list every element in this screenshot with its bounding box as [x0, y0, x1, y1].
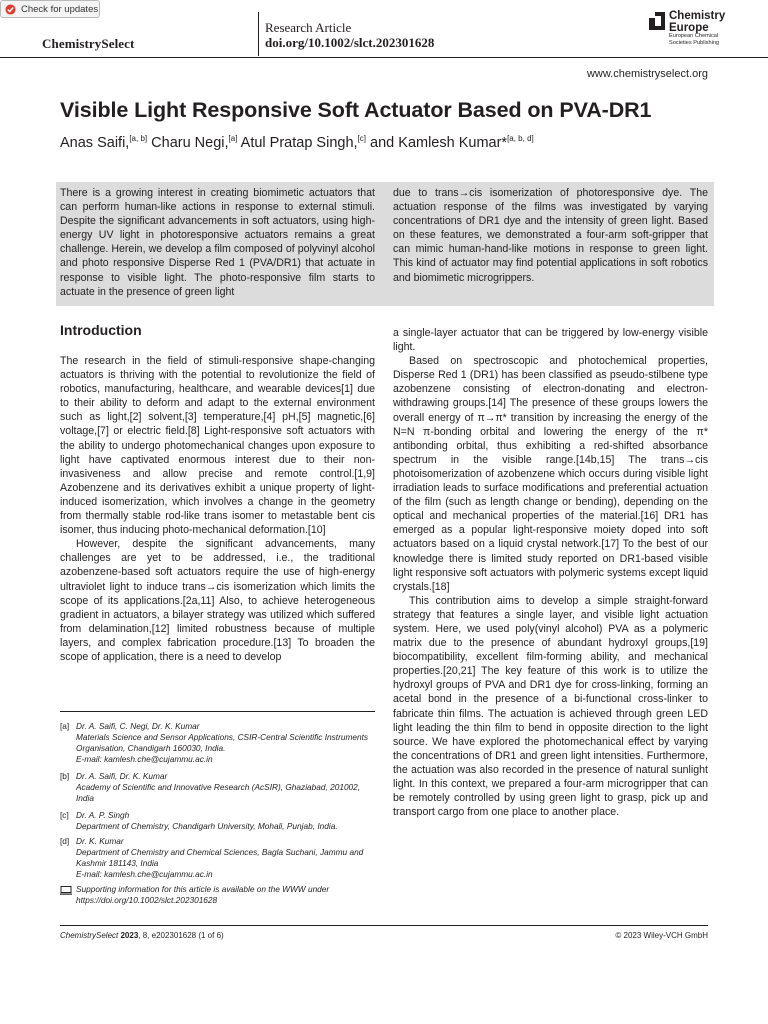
affiliation-footnote	[60, 836, 375, 880]
footnote-line: E-mail: kamlesh.che@cujammu.ac.in	[76, 754, 213, 764]
paragraph: The research in the field of stimuli-responsive shape-changing actuators is thriving with the potential to revolutionize the field of robotics, manufacturing, healthcare, and wearable devices[1] due to their ability to deform and adapt to the external environment such as light,[2] solvent,[3] temperature,[4] pH,[5] magnetic,[6] voltage,[7] or electric field.[8] Light-responsive soft actuators with the ability to undergo photomechanical changes upon exposure to light have captivated enormous interest due to their non-invasiveness and allow precise and remote control.[1,9] Azobenzene and its derivatives exhibit a unique property of light-induced isomerization, which involves a change in the geometry from thermally stable rod-like trans isomer to metastable bent cis isomer, thus inducing photo-mechanical deformation.[10]	[60, 355, 375, 537]
footnote-body	[76, 810, 375, 832]
logo-name-line2: Europe	[669, 22, 709, 34]
doi-link[interactable]: doi.org/10.1002/slct.202301628	[265, 35, 435, 50]
footer-copyright: © 2023 Wiley-VCH GmbH	[615, 931, 708, 940]
affiliation-footnote	[60, 771, 375, 804]
footnote-line: Department of Chemistry, Chandigarh University, Mohali, Punjab, India.	[76, 821, 338, 831]
footnote-tag: [a]	[60, 721, 70, 731]
footnote-tag: [b]	[60, 771, 70, 781]
footnote-line: Dr. K. Kumar	[76, 836, 124, 846]
footnote-line: Dr. A. P. Singh	[76, 810, 130, 820]
author-affiliation: [c]	[357, 134, 367, 144]
article-title: Visible Light Responsive Soft Actuator Based on PVA-DR1	[60, 98, 652, 122]
author-affiliation: [a, b, d]	[507, 134, 534, 144]
paragraph: However, despite the significant advancements, many challenges are yet to be addressed, i.e., the traditional azobenzene-based soft actuators require the use of high-energy ultraviolet light to induce trans→cis isomerization which limits the scope of its applications.[2a,11] Also, to achieve heterogeneous gradient in actuators, a bilayer strategy was utilized which suffered from delamination,[12] limited robustness because of multiple layers, and complex fabrication procedure.[13] To broaden the scope of application, there is a need to develop	[60, 538, 375, 663]
footnote-line: Dr. A. Saifi, Dr. K. Kumar	[76, 771, 168, 781]
update-check-icon	[5, 4, 16, 15]
publisher-logo-name	[669, 10, 739, 34]
paragraph: a single-layer actuator that can be triggered by low-energy visible light.	[393, 327, 708, 354]
paragraph: Based on spectroscopic and photochemical properties, Disperse Red 1 (DR1) has been classified as pseudo-stilbene type azobenzene consisting of electron-donating and electron-withdrawing groups.[14] The presence of these groups lowers the overall energy of π→π* transition by increasing the energy of the N=N π-bonding orbital and lowering the energy of the π* antibonding orbital, thus exhibiting a red-shifted absorbance spectrum in the visible range.[14b,15] The trans→cis photoisomerization of azobenzene which occurs during visible light irradiation leads to surface modifications and preferential actuation of the film (such as length change or bending), depending on the optical and mechanical properties of the material.[16] DR1 has emerged as a popular light-responsive moiety doped into soft actuators based on a liquid crystal network.[17] To the best of our knowledge there is limited study reported on DR1-based visible light responsive soft actuators with polymeric systems except liquid crystals.[18]	[393, 355, 708, 593]
abstract-column-2: due to trans→cis isomerization of photoresponsive dye. The actuation response of the films was investigated by varying concentrations of DR1 dye and the intensity of green light. Based on these features, we demonstrated a four-arm soft-gripper that can mimic human-hand-like motions in response to green light. This kind of actuator may find potential applications in soft robotics and biomimetic microgrippers.	[393, 187, 708, 284]
monitor-icon	[60, 886, 72, 895]
footer-rule	[60, 925, 708, 926]
affiliation-footnote	[60, 721, 375, 765]
footnote-rule	[60, 711, 375, 712]
author-name: Atul Pratap Singh,	[240, 135, 358, 151]
footnote-tag: [c]	[60, 810, 69, 820]
check-for-updates-label: Check for updates	[21, 4, 99, 15]
journal-website-link[interactable]: www.chemistryselect.org	[586, 68, 708, 80]
logo-name-line1: Chemistry	[669, 10, 726, 22]
publisher-logo-subtitle: European Chemical Societies Publishing	[669, 33, 720, 46]
footer-journal: ChemistrySelect	[60, 931, 119, 940]
footer-year: 2023	[120, 931, 139, 940]
author-name: Anas Saifi,	[60, 135, 130, 151]
header-divider	[258, 12, 259, 56]
paragraph: This contribution aims to develop a simple straight-forward strategy that features a single layer, and visible light actuation system. Here, we used poly(vinyl alcohol) PVA as a polymeric matrix due to the presence of abundant hydroxyl groups,[19] biocompatibility, excellent film-forming ability, and mechanical properties.[20,21] The key feature of this work is to utilize the hydroxyl groups of PVA and DR1 dye for cross-linking, forming an acetal bond in the presence of a bi-functional cross-linker to fabricate thin films. The actuation is achieved through green LED light leading the thin film to bend in opposite direction to the light source. We have explored the photomechanical effect by varying the concentrations of DR1 and green light intensities. Furthermore, the actuation was also recorded in the presence of natural sunlight light. In this context, we prepared a four-arm microgripper that can be remotely controlled by using green light to grasp, pick up and transport cargo from one place to another place.	[393, 594, 708, 819]
section-heading-introduction: Introduction	[60, 322, 142, 338]
author-name: Charu Negi,	[151, 135, 229, 151]
footnote-tag: [d]	[60, 836, 70, 846]
footer-volume-pages: , 8, e202301628 (1 of 6)	[138, 931, 224, 940]
footnote-body	[76, 721, 375, 765]
author-affiliation: [a, b]	[129, 134, 148, 144]
check-for-updates-button[interactable]	[0, 0, 100, 18]
footnote-line: Department of Chemistry and Chemical Sciences, Bagla Suchani, Jammu and Kashmir 181143, India	[76, 847, 364, 868]
author-list	[60, 135, 534, 151]
header-rule	[0, 57, 768, 58]
footnote-line: Materials Science and Sensor Applications, CSIR-Central Scientific Instruments Organisation, Chandigarh 160030, India.	[76, 732, 369, 753]
footnote-line: Dr. A. Saifi, C. Negi, Dr. K. Kumar	[76, 721, 200, 731]
body-column-2	[393, 326, 708, 819]
footer-citation	[60, 931, 224, 940]
affiliation-footnote	[60, 810, 375, 832]
journal-name: ChemistrySelect	[42, 36, 135, 51]
footnote-body	[76, 771, 375, 804]
abstract-column-1: There is a growing interest in creating biomimetic actuators that can perform human-like actions in response to external stimuli. Despite the significant advancements in soft actuators, using high-energy UV light in photoresponsive actuators remains a great challenge. Herein, we develop a film composed of polyvinyl alcohol and photo responsive Disperse Red 1 (PVA/DR1) that actuate in response to visible light. The photo-responsive film starts to actuate in the presence of green light	[60, 187, 375, 298]
footnote-body	[76, 836, 375, 880]
author-name: and Kamlesh Kumar*	[370, 135, 508, 151]
chemistry-europe-logo-icon	[649, 12, 665, 30]
article-type: Research Article	[265, 20, 352, 35]
author-affiliation: [a]	[228, 134, 238, 144]
footnote-line: E-mail: kamlesh.che@cujammu.ac.in	[76, 869, 213, 879]
supporting-information-link[interactable]: Supporting information for this article is available on the WWW under https://doi.org/10.1002/slct.202301628	[76, 884, 330, 905]
body-column-1	[60, 354, 375, 664]
footnote-line: Academy of Scientific and Innovative Research (AcSIR), Ghaziabad, 201002, India	[76, 782, 361, 803]
